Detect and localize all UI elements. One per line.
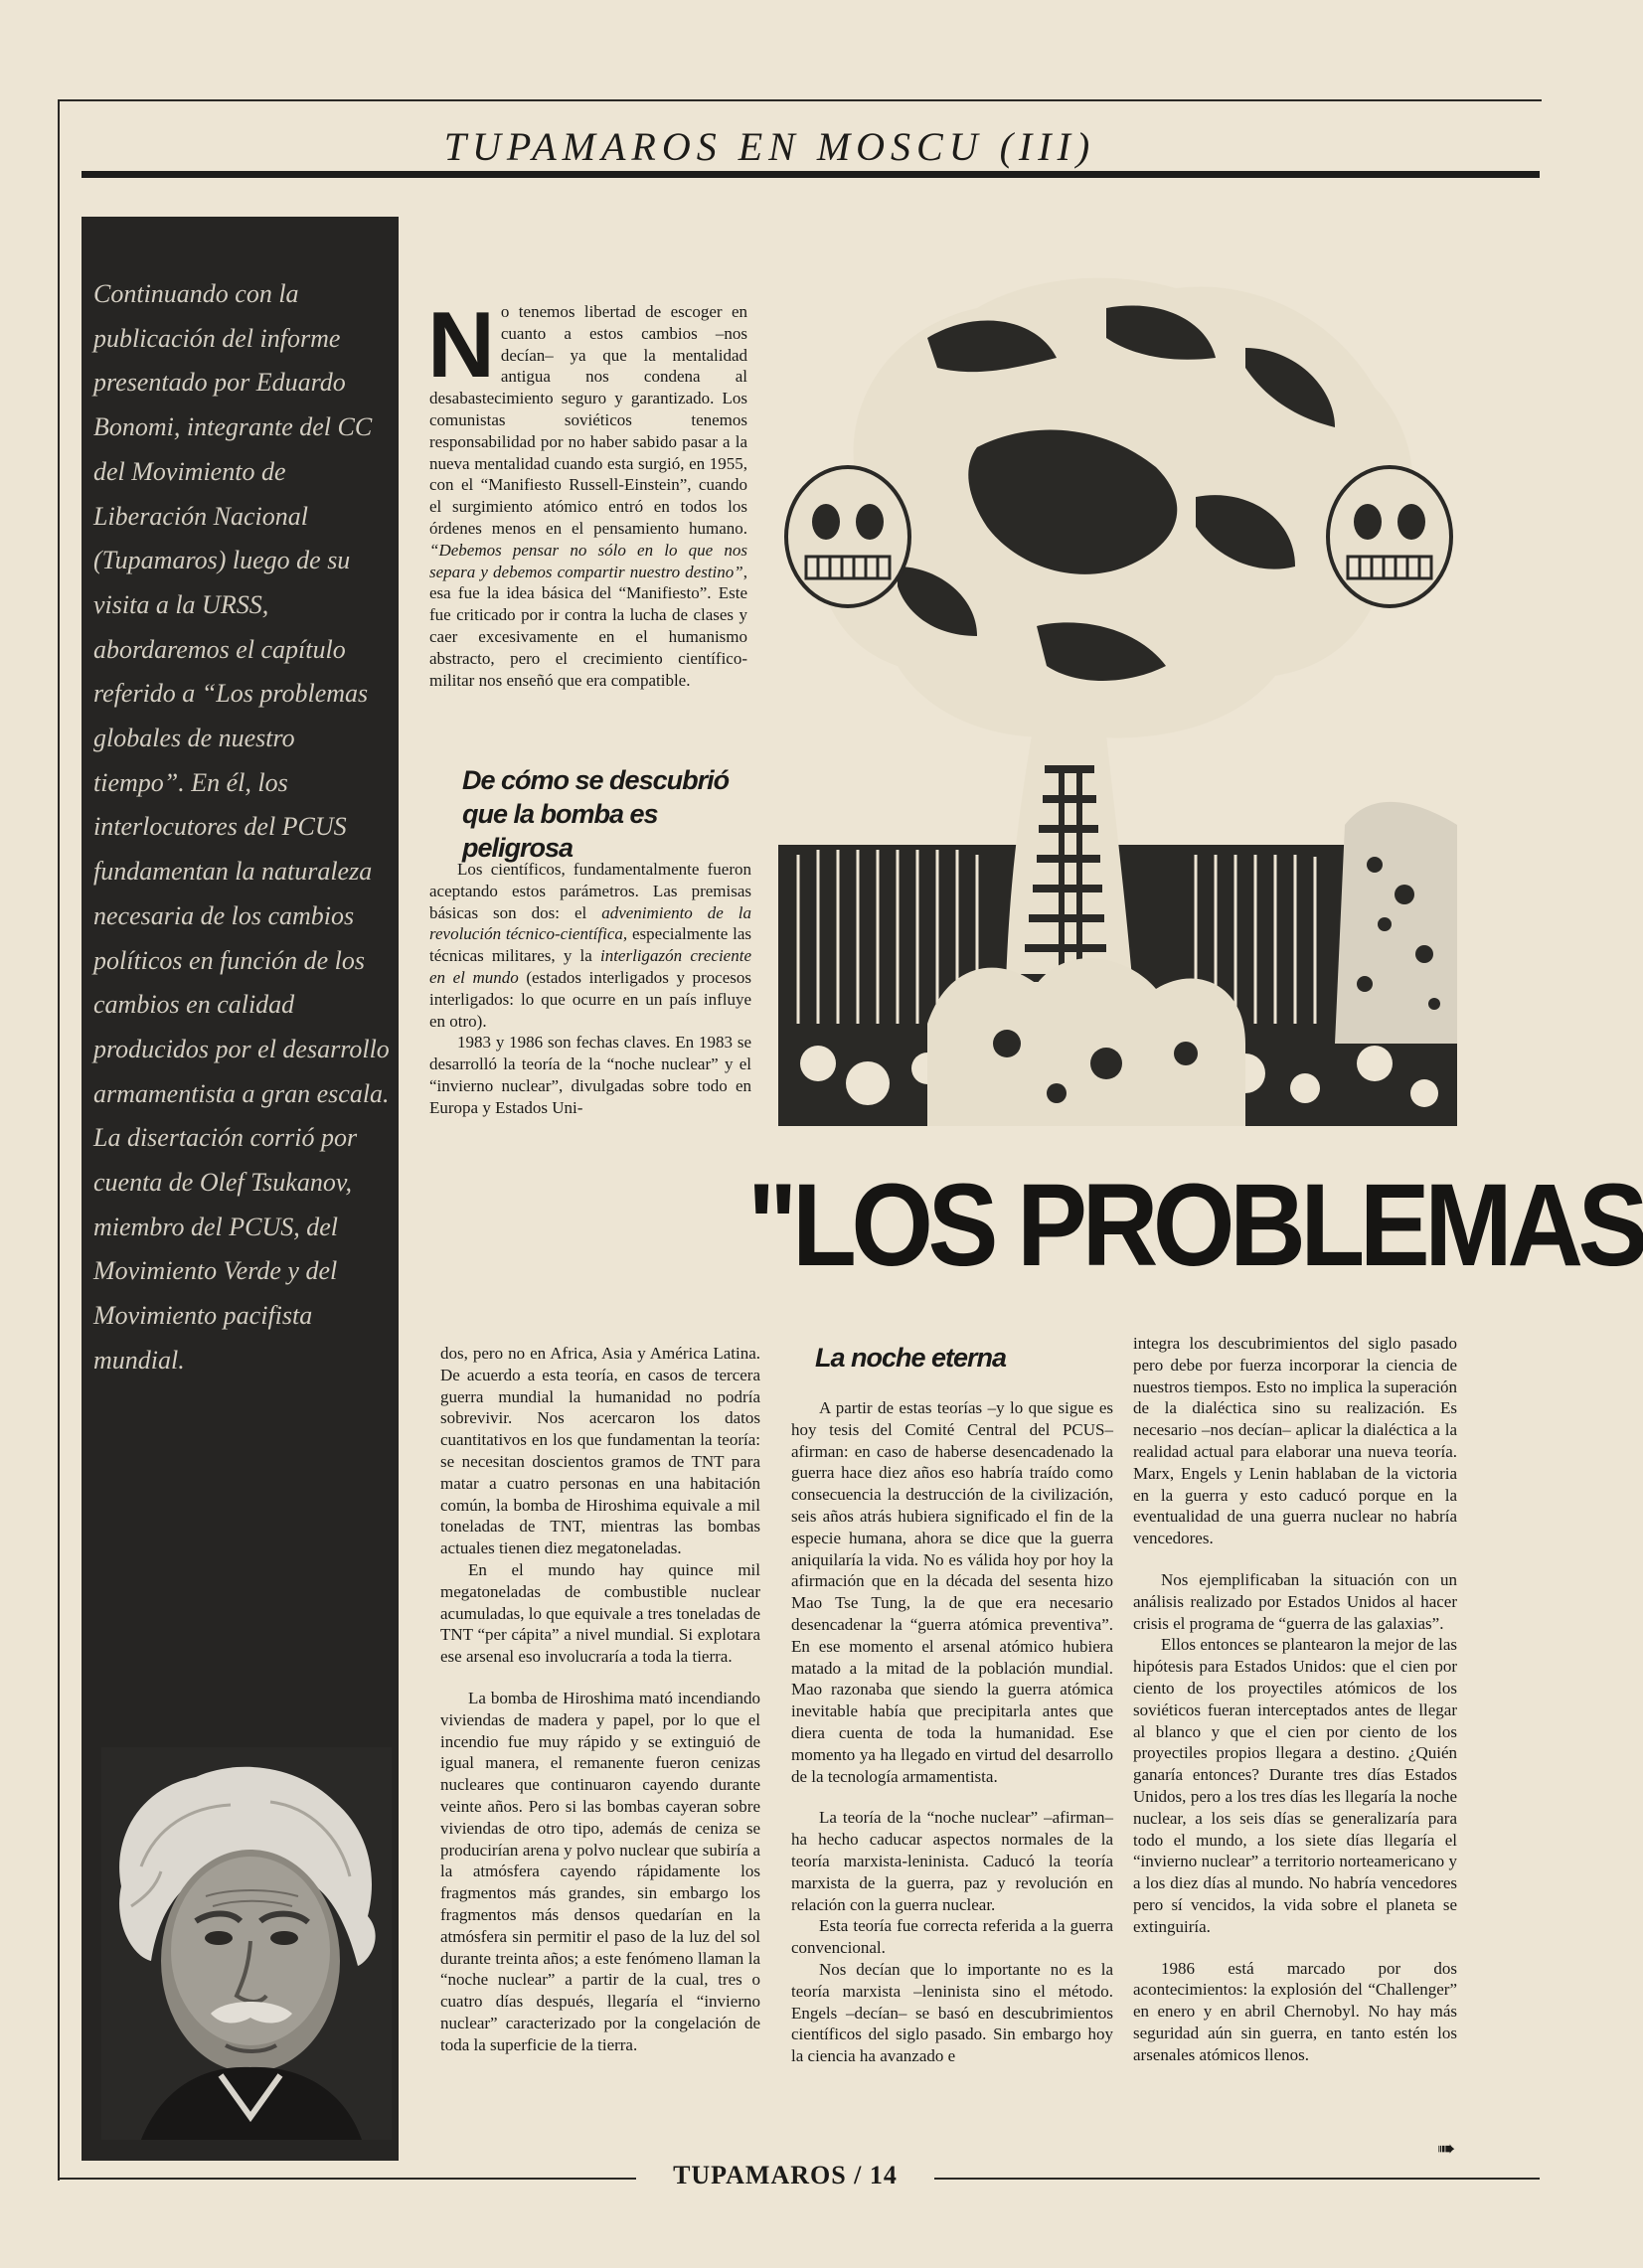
drop-cap: N bbox=[427, 292, 495, 397]
paragraph-col3-1: integra los descubrimientos del siglo pasado pero debe por fuerza incorporar la ciencia de nuestros tiempos. Esto no implica la superación de la dialéctica sino su realización. Es necesario –nos decían– aplicar la dialéctica a la realidad actual para elaborar una nueva teoría. Marx, Engels y Lenin hablaban de la victoria en la guerra y esto caducó porque en la eventualidad de una guerra nuclear no habría vencedores. bbox=[1133, 1334, 1457, 1548]
article-column-3 bbox=[1133, 1333, 1457, 2066]
headline: "LOS PROBLEMAS bbox=[747, 1160, 1643, 1291]
page-number: TUPAMAROS / 14 bbox=[636, 2161, 934, 2190]
paragraph-col2-3: Esta teoría fue correcta referida a la guerra convencional. bbox=[791, 1916, 1113, 1958]
mushroom-cloud-illustration bbox=[778, 268, 1457, 1126]
article-column-2 bbox=[791, 1397, 1113, 2067]
paragraph-col2-1: A partir de estas teorías –y lo que sigue es hoy tesis del Comité Central del PCUS– afirman: en caso de haberse desencadenado la guerra hace diez años eso habría traído como consecuencia la destrucción de la civilización, seis años atrás hubiera significado el fin de la especie humana, ahora se dice que la guerra aniquilaría la vida. No es válida hoy por hoy la afirmación que en la década del sesenta hizo Mao Tse Tung, la de que era necesario desencadenar la “guerra atómica preventiva”. En ese momento el arsenal atómico hubiera matado a la mitad de la población mundial. Mao razonaba que siendo la guerra atómica inevitable había que precipitarla antes que diera cuenta de toda la humanidad. Ese momento ya ha llegado en virtud del desarrollo de la tecnología armamentista. bbox=[791, 1398, 1113, 1786]
sidebar-panel bbox=[82, 217, 399, 2161]
paragraph-premises: Los científicos, fundamentalmente fueron aceptando estos parámetros. Las premisas básicas son dos: el advenimiento de la revolución técnico-científica, especialmente las técnicas militares, y la interligazón creciente en el mundo (estados interligados y procesos interligados: lo que ocurre en un país influye en otro). bbox=[429, 860, 752, 1031]
section-title: TUPAMAROS EN MOSCU (III) bbox=[443, 124, 1096, 169]
article-column-1 bbox=[440, 1343, 760, 2056]
article-intro-column bbox=[427, 292, 747, 691]
paragraph-col1-2: En el mundo hay quince mil megatoneladas de combustible nuclear acumuladas, lo que equivale a tres toneladas de TNT “per cápita” a nivel mundial. Si explotara ese arsenal eso involucraría a toda la tierra. bbox=[440, 1559, 760, 1667]
paragraph-col2-2: La teoría de la “noche nuclear” –afirman– ha hecho caducar aspectos normales de la teoría marxista-leninista. Caducó la teoría marxista de la guerra, paz y revolución en relación con la guerra nuclear. bbox=[791, 1808, 1113, 1914]
paragraph-col1-1: dos, pero no en Africa, Asia y América Latina. De acuerdo a esta teoría, en casos de tercera guerra mundial la humanidad no podría sobrevivir. Nos acercaron los datos cuantitativos en los que fundamentan la teoría: se necesitan doscientos gramos de TNT para matar a cuatro personas en una habitación común, la bomba de Hiroshima equivale a mil toneladas de TNT, mientras las bombas actuales tienen diez megatoneladas. bbox=[440, 1344, 760, 1558]
paragraph-col3-2: Nos ejemplificaban la situación con un análisis realizado por Estados Unidos al hacer crisis el programa de “guerra de las galaxias”. bbox=[1133, 1569, 1457, 1633]
portrait-photo bbox=[101, 1747, 392, 2140]
paragraph-col3-3: Ellos entonces se plantearon la mejor de las hipótesis para Estados Unidos: que el cien por ciento de los proyectiles atómicos de los soviéticos fueran interceptados antes de llegar al blanco y que el cien por ciento de los proyectiles propios llegara a destino. ¿Quién ganaría entonces? Durante tres días Estados Unidos, pero a los tres días les llegaría la noche nuclear, a los seis días se generalizaría para todo el mundo, a los siete días llegaría el “invierno nuclear” a territorio norteamericano y a los diez días al mundo. No habría vencedores pero sí vencidos, la vida sobre el planeta se extinguiría. bbox=[1133, 1635, 1457, 1936]
paragraph-col1-3: La bomba de Hiroshima mató incendiando viviendas de madera y papel, por lo que el incendio fue muy rápido y se extinguió de igual manera, el remanente fueron cenizas nucleares que continuaron cayendo durante veinte años. Pero si las bombas cayeran sobre viviendas de otro tipo, además de ceniza se producirían arena y polvo nuclear que subiría a la atmósfera cayendo rápidamente los fragmentos más grandes, sin embargo los fragmentos más densos quedarían en la atmósfera sin permitir el paso de la luz del sol durante treinta años; a este fenómeno llaman la “noche nuclear” a partir de la cual, tres o cuatro días después, llegaría el “invierno nuclear” caracterizado por la congelación de toda la superficie de la tierra. bbox=[440, 1688, 760, 2054]
article-scientists-column bbox=[429, 859, 751, 1119]
paragraph-key-dates: 1983 y 1986 son fechas claves. En 1983 se desarrolló la teoría de la “noche nuclear” y el “invierno nuclear”, divulgadas sobre todo en Europa y Estados Uni- bbox=[429, 1033, 751, 1117]
sidebar-intro-text: Continuando con la publicación del informe presentado por Eduardo Bonomi, integrante del CC del Movimiento de Liberación Nacional (Tupamaros) luego de su visita a la URSS, abordaremos el capítulo referido a “Los problemas globales de nuestro tiempo”. En él, los interlocutores del PCUS fundamentan la naturaleza necesaria de los cambios políticos en función de los cambios en calidad producidos por el desarrollo armamentista a gran escala. La disertación corrió por cuenta de Olef Tsukanov, miembro del PCUS, del Movimiento Verde y del Movimiento pacifista mundial. bbox=[93, 279, 390, 1375]
header-rule bbox=[82, 171, 1540, 178]
paragraph-col3-4: 1986 está marcado por dos acontecimientos: la explosión del “Challenger” en enero y en abril Chernobyl. No hay más seguridad aún sin guerra, en tanto estén los arsenales atómicos llenos. bbox=[1133, 1958, 1457, 2064]
subheading-eternal-night: La noche eterna bbox=[815, 1343, 1007, 1373]
article-intro-paragraph: No tenemos libertad de escoger en cuanto a estos cambios –nos decían– ya que la mentalidad antigua nos condena al desabastecimiento seguro y garantizado. Los comunistas soviéticos tenemos responsabilidad por no haber sabido pasar a la nueva mentalidad cuando esta surgió, en 1955, con el “Manifiesto Russell-Einstein”, cuando el surgimiento atómico entró en todos los órdenes menos en el pensamiento humano. “Debemos pensar no sólo en lo que nos separa y debemos compartir nuestro destino”, esa fue la idea básica del “Manifiesto”. Este fue criticado por ir contra la lucha de clases y caer excesivamente en el humanismo abstracto, pero el crecimiento científico-militar nos enseñó que era compatible. bbox=[427, 292, 747, 690]
subheading-bomb: De cómo se descubrió que la bomba es peligrosa bbox=[462, 765, 730, 863]
arrow-right-icon: ➠ bbox=[1437, 2136, 1456, 2161]
paragraph-col2-4: Nos decían que lo importante no es la teoría marxista –leninista sino el método. Engels –decían– se basó en descubrimientos científicos del siglo pasado. Sin embargo hoy la ciencia ha avanzado e bbox=[791, 1959, 1113, 2066]
